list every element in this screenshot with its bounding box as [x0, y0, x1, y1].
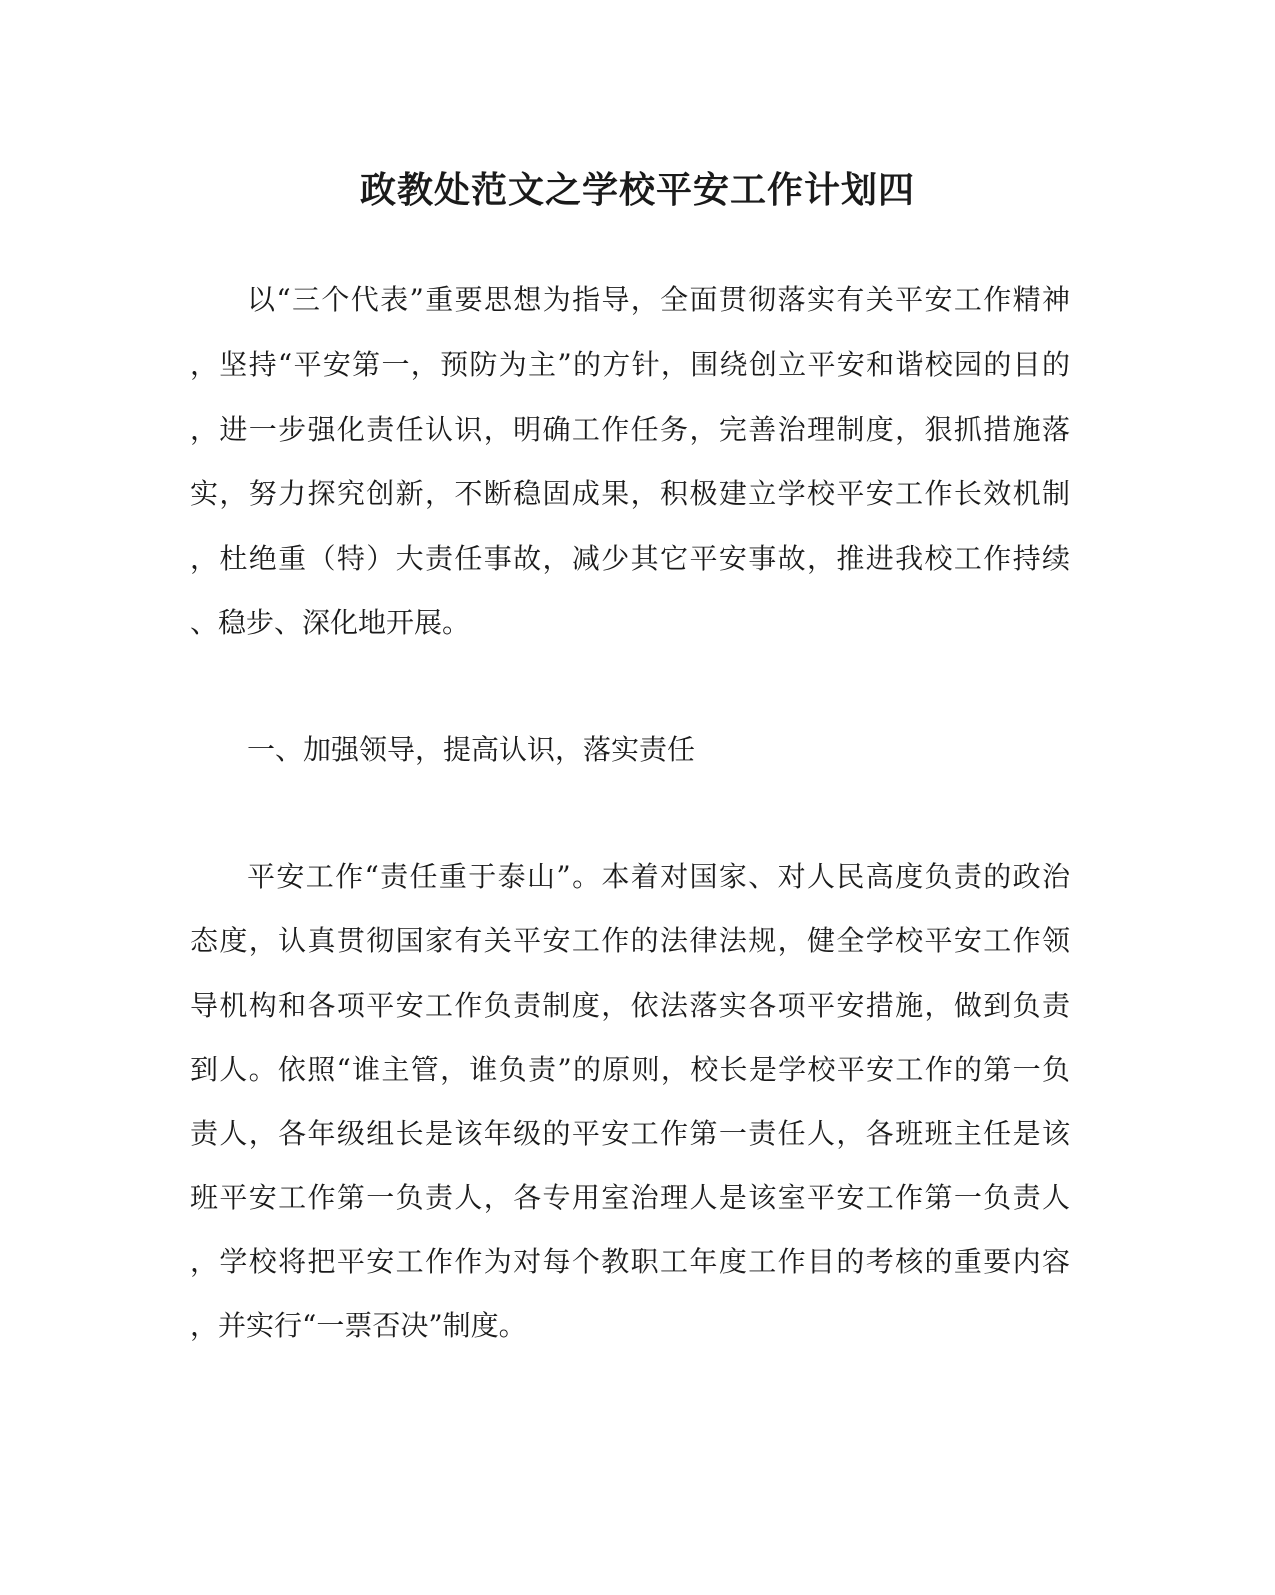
paragraph-1-line: ，进一步强化责任认识，明确工作任务，完善治理制度，狠抓措施落: [190, 413, 1070, 446]
paragraph-2-line: 到人。依照“谁主管，谁负责”的原则，校长是学校平安工作的第一负: [190, 1053, 1070, 1086]
section-heading: 一、加强领导，提高认识，落实责任: [247, 733, 696, 766]
paragraph-2-line: 态度，认真贯彻国家有关平安工作的法律法规，健全学校平安工作领: [190, 924, 1070, 957]
paragraph-1-line: ，坚持“平安第一，预防为主”的方针，围绕创立平安和谐校园的目的: [190, 348, 1070, 381]
paragraph-2-line: 班平安工作第一负责人，各专用室治理人是该室平安工作第一负责人: [190, 1181, 1070, 1214]
paragraph-2-line: 责人，各年级组长是该年级的平安工作第一责任人，各班班主任是该: [190, 1117, 1070, 1150]
paragraph-1-line: ，杜绝重（特）大责任事故，减少其它平安事故，推进我校工作持续: [190, 542, 1070, 575]
paragraph-2-line: ，并实行“一票否决”制度。: [190, 1309, 527, 1342]
paragraph-2-line: ，学校将把平安工作作为对每个教职工年度工作目的考核的重要内容: [190, 1245, 1070, 1278]
paragraph-2-line: 平安工作“责任重于泰山”。本着对国家、对人民高度负责的政治: [247, 860, 1070, 893]
paragraph-2-line: 导机构和各项平安工作负责制度，依法落实各项平安措施，做到负责: [190, 989, 1070, 1022]
paragraph-1-line: 、稳步、深化地开展。: [190, 606, 471, 639]
paragraph-1-line: 以“三个代表”重要思想为指导，全面贯彻落实有关平安工作精神: [247, 283, 1070, 316]
paragraph-1-line: 实，努力探究创新，不断稳固成果，积极建立学校平安工作长效机制: [190, 477, 1070, 510]
document-title: 政教处范文之学校平安工作计划四: [359, 169, 915, 211]
